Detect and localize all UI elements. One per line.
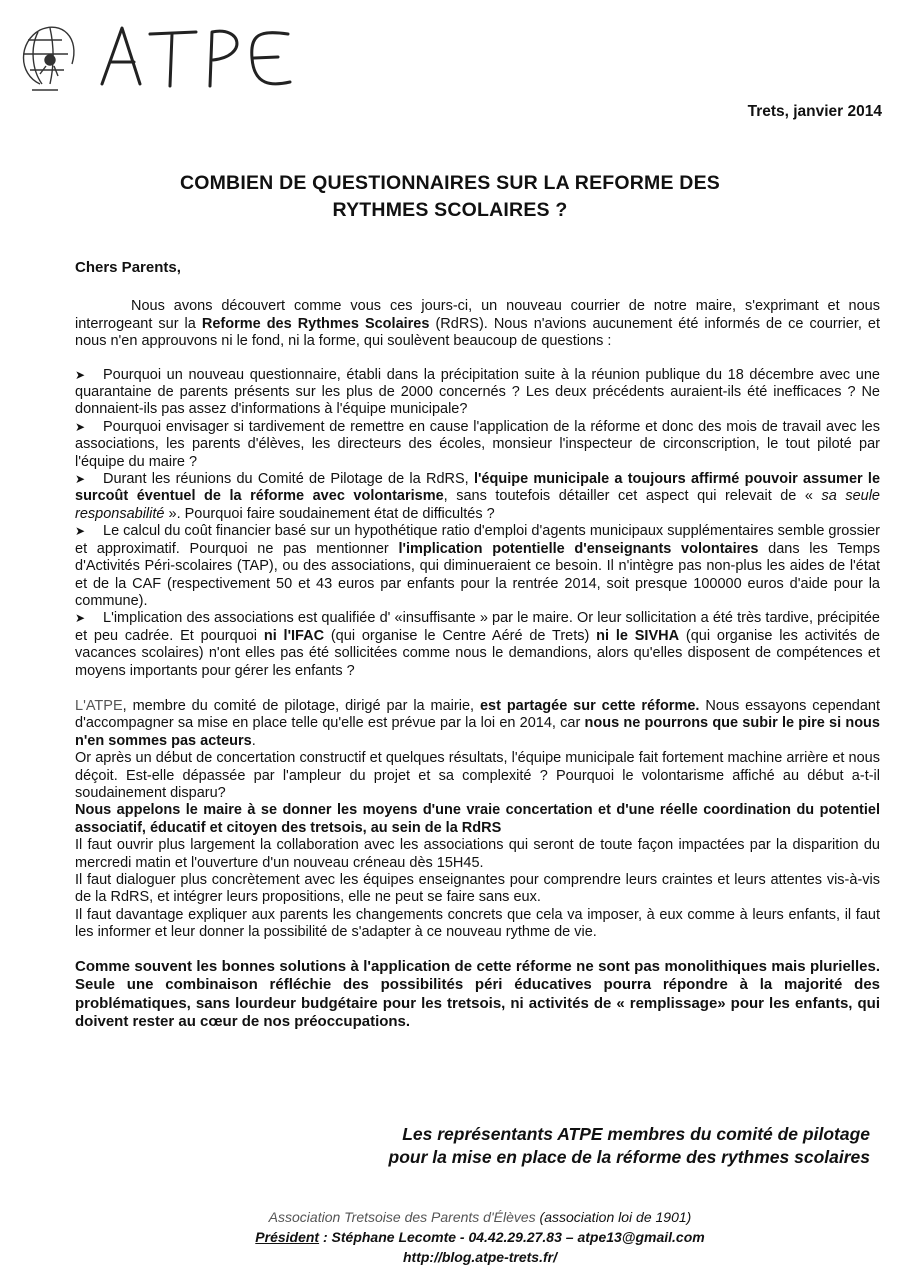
question-list bbox=[75, 367, 880, 680]
signature bbox=[389, 1123, 870, 1169]
arrow-bullet-icon: ➤ bbox=[75, 367, 86, 382]
closing-paragraph: Comme souvent les bonnes solutions à l'application de cette réforme ne sont pas monolithiques mais plurielles. Seule une combinaison réfléchie des possibilités péri éducatives pourra répondre à la majorité des problématiques, sans lourdeur budgétaire pour les tretsois, ni activités de « remplissage» pour les enfants, qui doivent rester au cœur de nos préoccupations. bbox=[75, 957, 880, 1031]
title-line-2: RYTHMES SCOLAIRES ? bbox=[332, 199, 568, 221]
intro-bold: Reforme des Rythmes Scolaires bbox=[201, 315, 430, 332]
explain-paragraph: Il faut davantage expliquer aux parents les changements concrets que cela va imposer, à eux comme à leurs enfants, il faut les informer et leur donner la possibilité de s'adapter à ce nouveau rythme de vie. bbox=[75, 906, 880, 941]
open-paragraph: Il faut ouvrir plus largement la collaboration avec les associations qui seront de toute façon impactées par la disparition du mercredi matin et l'ouverture d'un nouveau créneau dès 15H45. bbox=[75, 837, 880, 871]
document-title bbox=[100, 170, 800, 224]
arrow-bullet-icon: ➤ bbox=[75, 524, 86, 539]
appeal-paragraph: Nous appelons le maire à se donner les moyens d'une vraie concertation et d'une réelle coordination du potentiel associatif, éducatif et citoyen des tretsois, au sein de la RdRS bbox=[75, 802, 880, 836]
signature-line-1: Les représentants ATPE membres du comité de pilotage bbox=[402, 1124, 870, 1144]
list-item: ➤ Durant les réunions du Comité de Pilotage de la RdRS, l'équipe municipale a toujours affirmé pouvoir assumer le surcoût éventuel de la réforme avec volontarisme, sans toutefois détailler cet aspect qui relevait de « sa seule responsabilité ». Pourquoi faire soudainement état de difficultés ? bbox=[75, 471, 881, 522]
footer-president: Président : Stéphane Lecomte - 04.42.29.27.83 – atpe13@gmail.com bbox=[255, 1229, 705, 1245]
atpe-logo bbox=[10, 14, 300, 104]
letter-body bbox=[75, 259, 880, 1032]
atpe-paragraph: L'ATPE, membre du comité de pilotage, dirigé par la mairie, est partagée sur cette réforme. Nous essayons cependant d'accompagner sa mise en place telle qu'elle est prévue par la loi en 2014, car nous ne pourrons que subir le pire si nous n'en sommes pas acteurs. bbox=[75, 697, 881, 749]
salutation: Chers Parents, bbox=[75, 259, 181, 276]
intro-paragraph bbox=[75, 298, 880, 350]
title-line-1: COMBIEN DE QUESTIONNAIRES SUR LA REFORME DES bbox=[179, 172, 721, 194]
globe-icon bbox=[24, 27, 74, 90]
list-item: ➤ Pourquoi un nouveau questionnaire, établi dans la précipitation suite à la réunion publique du 18 décembre avec une quarantaine de parents présents sur les plus de 2000 concernés ? Les deux précédents auraient-ils été inefficaces ? Ne donnaient-ils pas assez d'informations à l'équipe municipale? bbox=[75, 366, 880, 418]
intro-text: Nous avons découvert comme vous ces jours-ci, un nouveau courrier de notre maire, s'exprimant et nous interrogeant sur la bbox=[75, 298, 880, 332]
arrow-bullet-icon: ➤ bbox=[75, 472, 86, 487]
footer-association: Association Tretsoise des Parents d'Élèves (association loi de 1901) bbox=[268, 1209, 692, 1225]
footer bbox=[200, 1207, 760, 1267]
signature-line-2: pour la mise en place de la réforme des rythmes scolaires bbox=[388, 1147, 870, 1167]
or-paragraph: Or après un début de concertation constructif et quelques résultats, l'équipe municipale fait fortement machine arrière et nous déçoit. Est-elle dépassée par l'ampleur du projet et sa complexité ? Pourquoi le volontarisme affiché au début a-t-il soudainement disparu? bbox=[75, 750, 880, 801]
logo-lettering bbox=[102, 28, 290, 86]
arrow-bullet-icon: ➤ bbox=[75, 611, 86, 626]
dialogue-paragraph: Il faut dialoguer plus concrètement avec les équipes enseignantes pour comprendre leurs craintes et leurs attentes vis-à-vis de la RdRS, et intégrer leurs propositions, elle ne peut se faire sans eux. bbox=[75, 872, 880, 906]
list-item: ➤ Pourquoi envisager si tardivement de remettre en cause l'application de la réforme et donc des mois de travail avec les associations, les parents d'élèves, les directeurs des écoles, monsieur l'inspecteur de circonscription, le tout piloté par l'équipe du maire ? bbox=[75, 418, 880, 470]
footer-blog-link[interactable]: http://blog.atpe-trets.fr/ bbox=[403, 1249, 557, 1265]
list-item: ➤ Le calcul du coût financier basé sur un hypothétique ratio d'emploi d'agents municipaux supplémentaires semble grossier et approximatif. Pourquoi ne pas mentionner l'implication potentielle d'enseignants volontaires dans les Temps d'Activités Péri-scolaires (TAP), ou des associations, qui diminueraient ce besoin. Il n'intègre pas non-plus les aides de l'état et de la CAF (respectivement 50 et 43 euros par enfants pour la rentrée 2014, soit presque 100000 euros d'aide pour la commune). bbox=[75, 523, 880, 609]
intro-text-end: (RdRS). Nous n'avions aucunement été informés de ce courrier, et nous n'en approuvons ni le fond, ni la forme, qui soulèvent beaucoup de questions : bbox=[75, 315, 880, 350]
arrow-bullet-icon: ➤ bbox=[75, 419, 86, 434]
list-item: ➤ L'implication des associations est qualifiée d' «insuffisante » par le maire. Or leur sollicitation a été très tardive, précipitée et peu cadrée. Et pourquoi ni l'IFAC (qui organise le Centre Aéré de Trets) ni le SIVHA (qui organise les activités de vacances scolaires) n'ont elles pas été sollicitées comme nous le demandions, alors qu'elles disposent de compétences et moyens importants pour gérer les enfants ? bbox=[75, 610, 880, 679]
document-date: Trets, janvier 2014 bbox=[747, 103, 882, 120]
